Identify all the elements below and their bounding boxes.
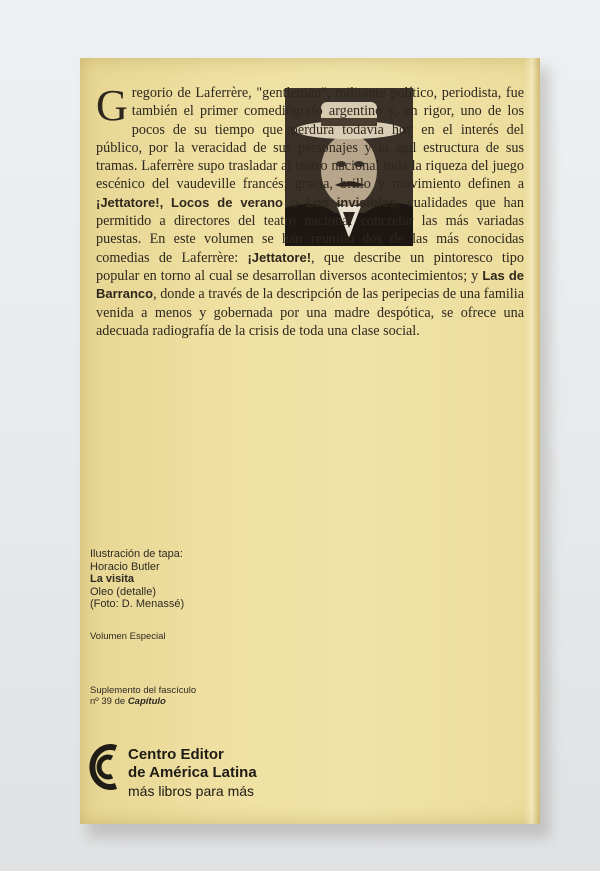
credit-line-2: Horacio Butler [90, 560, 160, 573]
blurb-text-4: , donde a través de la descripción de las peripecias de una familia venida a menos y gobernada por una madre despótica, se ofrece una adecuada radiografía de la crisis de toda una clase social. [96, 286, 524, 339]
credit-line-4: Oleo (detalle) [90, 585, 157, 598]
blurb-text-3: , que describe un pintoresco tipo popular en torno al cual se desarrollan diversos acontecimientos; y [96, 249, 524, 284]
title-los-invisibles: Los invisibles [305, 194, 397, 210]
drop-cap: G [96, 81, 128, 130]
cover-edge [524, 58, 540, 824]
supplement-line-1: Suplemento del fascículo [90, 685, 197, 696]
supplement-note [90, 685, 196, 707]
supplement-name: Capítulo [127, 696, 166, 707]
title-locos-de-verano: Locos de verano [171, 194, 283, 210]
title-las-de-barranco: Las de Barranco [96, 267, 524, 302]
credit-line-3: La visita [90, 573, 135, 586]
publisher-text [128, 746, 257, 800]
supplement-line-2 [90, 696, 196, 707]
title-jettatore: ¡Jettatore!, [96, 194, 164, 210]
publisher-name-1: Centro Editor [128, 746, 224, 763]
book-back-cover [80, 58, 540, 824]
supplement-prefix: nº 39 de [90, 696, 128, 707]
blurb-separator: o [282, 194, 306, 211]
publisher-logo-icon [86, 744, 122, 790]
credit-line-5: (Foto: D. Menassé) [90, 598, 185, 611]
volume-label: Volumen Especial [90, 631, 166, 642]
cover-credits [90, 548, 184, 611]
publisher-name-2: de América Latina [128, 764, 257, 781]
back-cover-blurb [96, 81, 525, 340]
blurb-text-1: regorio de Laferrère, "gentleman", militante político, periodista, fue también el primer comediógrafo argentino y, en rigor, uno de los pocos de su tiempo que perdura todavía hoy en el interés del público, por la veracidad de sus personajes y la ágil estructura de sus tramas. Laferrère supo trasladar al teatro nacional toda la riqueza del juego escénico del vaudeville francés; gracia, brillo y movimiento definen a [96, 85, 524, 193]
credit-line-1: Ilustración de tapa: [90, 548, 183, 560]
blurb-text-2: , cualidades que han permitido a directores del teatro nacional concretar las más variadas puestas. En este volumen se han reunido dos de las más conocidas comedias de Laferrère: [96, 194, 525, 266]
title-jettatore-2: ¡Jettatore! [247, 249, 312, 265]
publisher-slogan: más libros para más [128, 783, 255, 799]
publisher-block [86, 744, 326, 804]
